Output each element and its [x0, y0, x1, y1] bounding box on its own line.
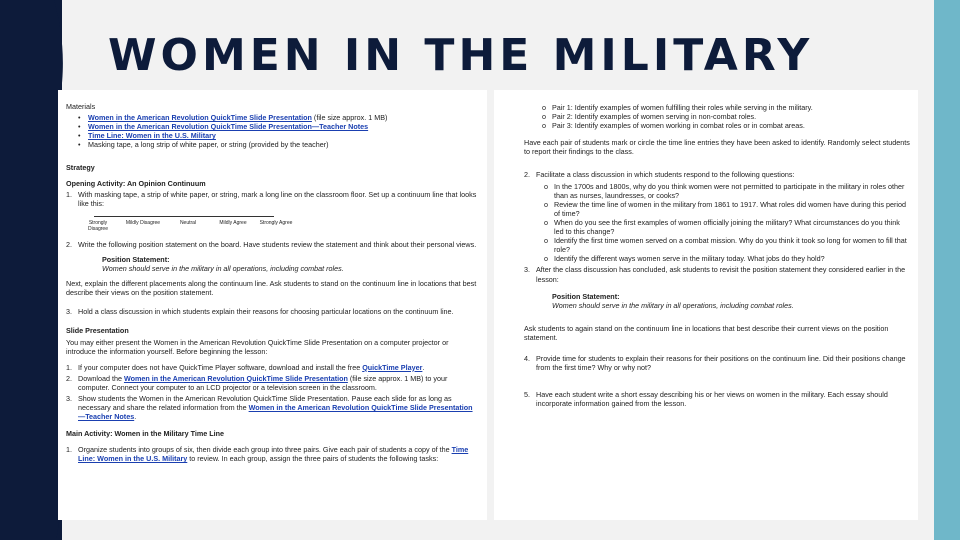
step-text: Hold a class discussion in which students explain their reasons for choosing particular locations on the continuum line.: [78, 307, 454, 317]
main-step-3: 3. After the class discussion has concluded, ask students to revisit the position statement they considered earlier in the lesson:: [524, 265, 910, 283]
main-step-1: 1. Organize students into groups of six, then divide each group into three pairs. Give each pair of students a copy of the Time Line: Women in the U.S. Military to review. In each group, assign the three pairs of students the following tasks:: [66, 445, 469, 464]
opening-step-2b: Next, explain the different placements along the continuum line. Ask students to stand on the continuum line in locations that best describe their views on the position statement.: [66, 279, 477, 298]
step-text: .: [134, 412, 137, 422]
position-title: Position Statement:: [102, 254, 170, 264]
materials-list: [88, 113, 479, 149]
step-text: Write the following position statement on the board. Have students review the statement and think about their personal views.: [78, 239, 477, 249]
step-text: to review. In each group, assign the three pairs of students the following tasks:: [187, 454, 439, 464]
slide-step-2: 2. Download the Women in the American Revolution QuickTime Slide Presentation (file size approx. 1 MB) to your computer. Connect your computer to an LCD projector or a television screen in the classroom.: [66, 373, 448, 392]
list-item: o Pair 2: Identify examples of women serving in non-combat roles.: [552, 112, 910, 121]
continuum-label: Strongly Disagree: [87, 219, 108, 232]
step-text: With masking tape, a strip of white paper, or string, mark a long line on the classroom floor. Set up a continuum line that looks like this:: [78, 189, 477, 208]
teacher-notes-link[interactable]: Women in the American Revolution QuickTime Slide Presentation—Teacher Notes: [78, 403, 473, 422]
continuum-label: Mildly Disagree: [125, 219, 161, 226]
pair-task-list: [552, 103, 910, 130]
doc-link[interactable]: Time Line: Women in the U.S. Military: [88, 131, 216, 141]
position-statement-box: [102, 255, 479, 273]
main-step-4: 4. Provide time for students to explain their reasons for their positions on the continuum line. Did their positions change from the first time? Why or why not?: [524, 354, 910, 372]
step-text: .: [422, 362, 425, 372]
main-step-5: 5. Have each student write a short essay describing his or her views on women in the military. Each essay should incorporate information gained from the lesson.: [524, 390, 910, 408]
list-item: o Review the time line of women in the military from 1861 to 1917. What roles did women have during this period of time?: [554, 200, 910, 218]
continuum-label: Strongly Agree: [259, 219, 293, 226]
list-item: [88, 131, 479, 140]
discussion-questions: [554, 182, 910, 264]
step-text: After the class discussion has concluded, ask students to revisit the position statement they considered earlier in the lesson:: [536, 265, 906, 284]
list-item: [88, 140, 479, 149]
opening-step-2: 2. Write the following position statement on the board. Have students review the statement and think about their personal views.: [66, 239, 477, 249]
document-page-left: [58, 90, 487, 520]
step-text: Download the: [78, 373, 124, 383]
strategy-heading: Strategy: [66, 163, 95, 173]
pairs-note: Have each pair of students mark or circle the time line entries they have been asked to identify. Randomly select students to report their findings to the class.: [524, 138, 910, 157]
position-text: Women should serve in the military in all operations, including combat roles.: [552, 300, 794, 310]
list-item: o Pair 3: Identify examples of women working in combat roles or in combat areas.: [552, 121, 910, 130]
opening-heading: Opening Activity: An Opinion Continuum: [66, 178, 206, 188]
document-page-right: [494, 90, 918, 520]
position-text: Women should serve in the military in all operations, including combat roles.: [102, 264, 344, 274]
item-text: (file size approx. 1 MB): [311, 113, 388, 123]
presentation-link[interactable]: Women in the American Revolution QuickTime Slide Presentation: [123, 373, 348, 383]
list-item: [88, 113, 479, 122]
step-text: (file size approx. 1 MB) to your computer. Connect your computer to an LCD projector or a television screen in the classroom.: [78, 373, 448, 392]
slide-step-1: 1. If your computer does not have QuickTime Player software, download and install the free QuickTime Player.: [66, 362, 425, 372]
step-text: Provide time for students to explain their reasons for their positions on the continuum line. Did their positions change from the first time? Why or why not?: [536, 353, 906, 373]
main-activity-heading: Main Activity: Women in the Military Time Line: [66, 429, 225, 439]
continuum-label: Neutral: [179, 219, 197, 226]
continuum-label: Mildly Agree: [219, 219, 247, 226]
step-text: Show students the Women in the American Revolution QuickTime Slide Presentation. Pause each slide for as long as necessary and share the related information from the: [78, 393, 452, 413]
main-step-2: 2. Facilitate a class discussion in which students respond to the following questions:: [524, 170, 795, 180]
step-text: If your computer does not have QuickTime Player software, download and install the free: [78, 362, 363, 372]
doc-link[interactable]: Women in the American Revolution QuickTime Slide Presentation—Teacher Notes: [88, 122, 369, 132]
time-line-link[interactable]: Time Line: Women in the U.S. Military: [78, 445, 469, 464]
opening-step-3: 3. Hold a class discussion in which students explain their reasons for choosing particular locations on the continuum line.: [66, 307, 454, 317]
continuum-diagram: [87, 212, 479, 236]
step-text: Organize students into groups of six, then divide each group into three pairs. Give each pair of students a copy of the: [78, 445, 452, 455]
list-item: o Pair 1: Identify examples of women fulfilling their roles while serving in the military.: [552, 103, 910, 112]
slide-intro: You may either present the Women in the American Revolution QuickTime Slide Presentation on a computer projector or introduce the information yourself. Before beginning the lesson:: [66, 337, 449, 356]
list-item: o Identify the first time women served on a combat mission. Why do you think it took so long for women to fill that role?: [554, 236, 910, 254]
list-item: o In the 1700s and 1800s, why do you think women were not permitted to participate in the military in roles other than as nurses, laundresses, or cooks?: [554, 182, 910, 200]
slide-step-3: 3. Show students the Women in the American Revolution QuickTime Slide Presentation. Pause each slide for as long as necessary and share the related information from the Women in the American Revolution QuickTime Slide Presentation—Teacher Notes.: [66, 393, 473, 422]
slide-presentation-heading: Slide Presentation: [66, 326, 129, 336]
step-text: Facilitate a class discussion in which students respond to the following questions:: [536, 170, 795, 180]
list-item: o Identify the different ways women serve in the military today. What jobs do they hold?: [554, 254, 910, 263]
list-item: [88, 122, 479, 131]
position-statement-box: [552, 292, 910, 310]
item-text: Masking tape, a long strip of white paper, or string (provided by the teacher): [88, 140, 329, 150]
quicktime-link[interactable]: QuickTime Player: [362, 362, 423, 372]
left-decorative-bar: [0, 0, 62, 540]
doc-link[interactable]: Women in the American Revolution QuickTime Slide Presentation: [88, 113, 312, 123]
step-text: Have each student write a short essay describing his or her views on women in the military. Each essay should incorporate information gained from the lesson.: [536, 390, 888, 409]
right-accent-bar: [934, 0, 960, 540]
continuum-line: [94, 216, 274, 217]
slide-title: WOMEN IN THE MILITARY: [108, 30, 814, 81]
opening-step-1: 1. With masking tape, a strip of white paper, or string, mark a long line on the classroom floor. Set up a continuum line that looks like this:: [66, 190, 479, 208]
main-step-3b: Ask students to again stand on the continuum line in locations that best describe their current views on the position statement.: [524, 323, 889, 342]
materials-heading: Materials: [66, 102, 96, 111]
position-title: Position Statement:: [552, 291, 620, 301]
list-item: o When do you see the first examples of women officially joining the military? What circumstances do you think led to this change?: [554, 218, 910, 236]
